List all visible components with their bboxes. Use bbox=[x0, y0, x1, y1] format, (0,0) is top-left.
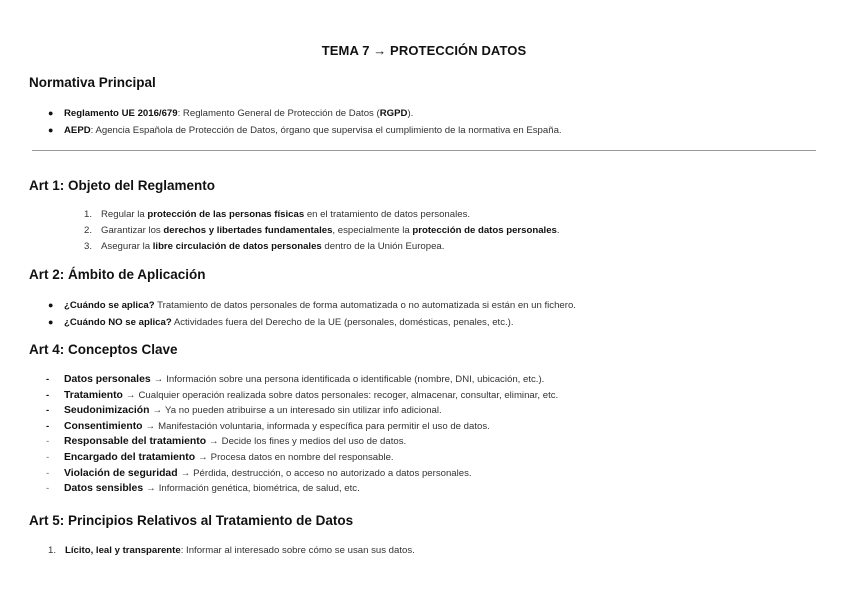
list-item: - Violación de seguridad → Pérdida, destrucción, o acceso no autorizado a datos personales. bbox=[46, 467, 472, 479]
art5-list bbox=[48, 543, 415, 559]
list-item: ● ¿Cuándo se aplica? Tratamiento de datos personales de forma automatizada o no automatizada si están en un fichero. bbox=[48, 297, 576, 314]
bullet-icon: ● bbox=[48, 108, 54, 118]
list-item: 1. Lícito, leal y transparente: Informar al interesado sobre cómo se usan sus datos. bbox=[48, 545, 415, 556]
list-item: ● ¿Cuándo NO se aplica? Actividades fuera del Derecho de la UE (personales, domésticas, penales, etc.). bbox=[48, 314, 576, 331]
list-item: ● Reglamento UE 2016/679: Reglamento General de Protección de Datos (RGPD). bbox=[48, 105, 562, 122]
section-divider bbox=[32, 150, 816, 151]
list-item: - Datos personales → Información sobre una persona identificada o identificable (nombre, DNI, ubicación, etc.). bbox=[46, 374, 545, 385]
art1-list bbox=[84, 207, 560, 255]
bullet-icon: ● bbox=[48, 300, 54, 310]
heading-art2: Art 2: Ámbito de Aplicación bbox=[29, 267, 206, 282]
heading-art1: Art 1: Objeto del Reglamento bbox=[29, 178, 216, 193]
list-item: - Encargado del tratamiento → Procesa datos en nombre del responsable. bbox=[46, 451, 394, 463]
list-item: - Datos sensibles → Información genética, biométrica, de salud, etc. bbox=[46, 483, 360, 495]
art4-list bbox=[46, 372, 558, 497]
heading-art5: Art 5: Principios Relativos al Tratamiento de Datos bbox=[29, 513, 354, 528]
list-item: 3. Asegurar la libre circulación de datos personales dentro de la Unión Europea. bbox=[84, 241, 445, 252]
heading-normativa: Normativa Principal bbox=[29, 75, 156, 90]
list-item: 2. Garantizar los derechos y libertades fundamentales, especialmente la protección de datos personales. bbox=[84, 225, 560, 236]
list-item: - Seudonimización → Ya no pueden atribuirse a un interesado sin utilizar info adicional. bbox=[46, 405, 442, 417]
bullet-icon: ● bbox=[48, 317, 54, 327]
document-title: TEMA 7 → PROTECCIÓN DATOS bbox=[321, 43, 527, 58]
bullet-icon: ● bbox=[48, 125, 54, 135]
art2-list bbox=[48, 297, 576, 331]
heading-art4: Art 4: Conceptos Clave bbox=[29, 342, 178, 357]
list-item: - Tratamiento → Cualquier operación realizada sobre datos personales: recoger, almacenar, consultar, eliminar, etc. bbox=[46, 389, 559, 401]
list-item: ● AEPD: Agencia Española de Protección de Datos, órgano que supervisa el cumplimiento de la normativa en España. bbox=[48, 122, 562, 139]
normativa-list bbox=[48, 105, 562, 139]
list-item: - Responsable del tratamiento → Decide los fines y medios del uso de datos. bbox=[46, 436, 407, 448]
list-item: - Consentimiento → Manifestación voluntaria, informada y específica para permitir el uso de datos. bbox=[46, 420, 490, 432]
list-item: 1. Regular la protección de las personas físicas en el tratamiento de datos personales. bbox=[84, 209, 471, 220]
